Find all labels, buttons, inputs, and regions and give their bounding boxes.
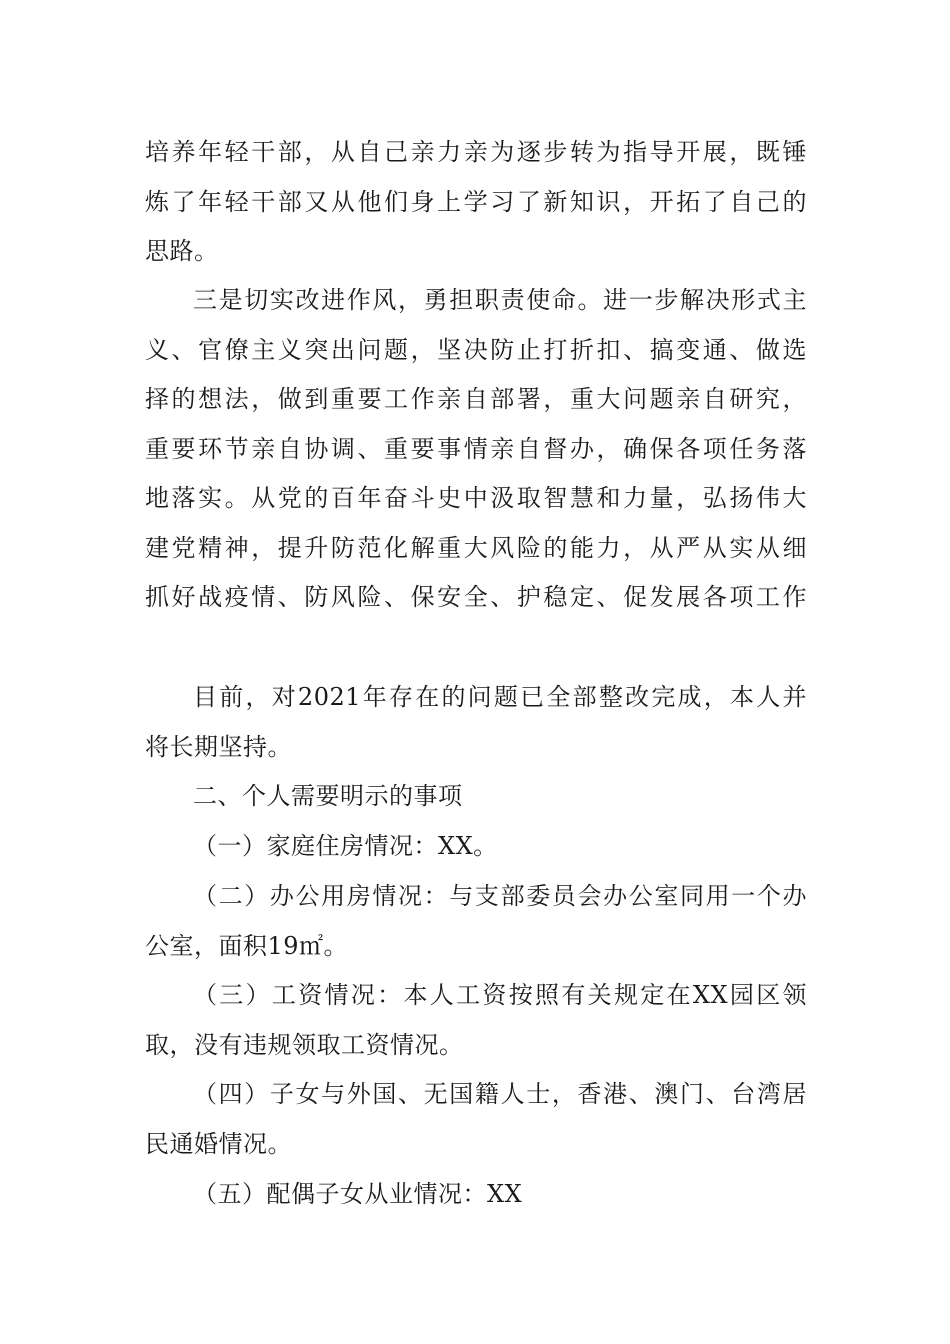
text-line: （五）配偶子女从业情况：XX	[193, 1180, 523, 1208]
heading-text: 二、个人需要明示的事项	[193, 782, 463, 810]
text-line: （一）家庭住房情况：XX。	[193, 832, 498, 860]
paragraph-rectification	[145, 673, 807, 772]
item-housing	[145, 822, 807, 872]
text-line: 目前，对2021年存在的问题已全部整改完成，本人并	[193, 683, 807, 711]
text-line: （四）子女与外国、无国籍人士，香港、澳门、台湾居	[193, 1080, 807, 1108]
text-line: 思路。	[145, 237, 219, 265]
text-line: 重要环节亲自协调、重要事情亲自督办，确保各项任务落	[145, 434, 807, 463]
text-line: 义、官僚主义突出问题，坚决防止打折扣、搞变通、做选	[145, 335, 807, 364]
text-line: 培养年轻干部，从自己亲力亲为逐步转为指导开展，既锤	[145, 138, 807, 166]
text-line: 择的想法，做到重要工作亲自部署，重大问题亲自研究，	[145, 385, 807, 413]
text-line: 取，没有违规领取工资情况。	[145, 1030, 464, 1059]
text-line: 三是切实改进作风，勇担职责使命。进一步解决形式主	[193, 286, 807, 314]
item-marriage	[145, 1070, 807, 1169]
text-line: （三）工资情况：本人工资按照有关规定在XX园区领	[193, 981, 807, 1009]
item-office	[145, 872, 807, 971]
text-line: 将长期坚持。	[145, 732, 292, 761]
text-line: 抓好战疫情、防风险、保安全、护稳定、促发展各项工作	[145, 583, 807, 611]
text-line: 炼了年轻干部又从他们身上学习了新知识，开拓了自己的	[145, 187, 807, 216]
section-heading	[145, 772, 807, 822]
item-salary	[145, 971, 807, 1070]
item-employment	[145, 1170, 807, 1220]
paragraph-continuation	[145, 128, 807, 277]
text-line: 地落实。从党的百年奋斗史中汲取智慧和力量，弘扬伟大	[145, 484, 807, 512]
text-line: （二）办公用房情况：与支部委员会办公室同用一个办	[193, 882, 807, 910]
text-line: 民通婚情况。	[145, 1129, 292, 1158]
text-line: 建党精神，提升防范化解重大风险的能力，从严从实从细	[145, 533, 807, 562]
text-line: 公室，面积19㎡。	[145, 931, 349, 960]
paragraph-work-style	[145, 276, 807, 623]
